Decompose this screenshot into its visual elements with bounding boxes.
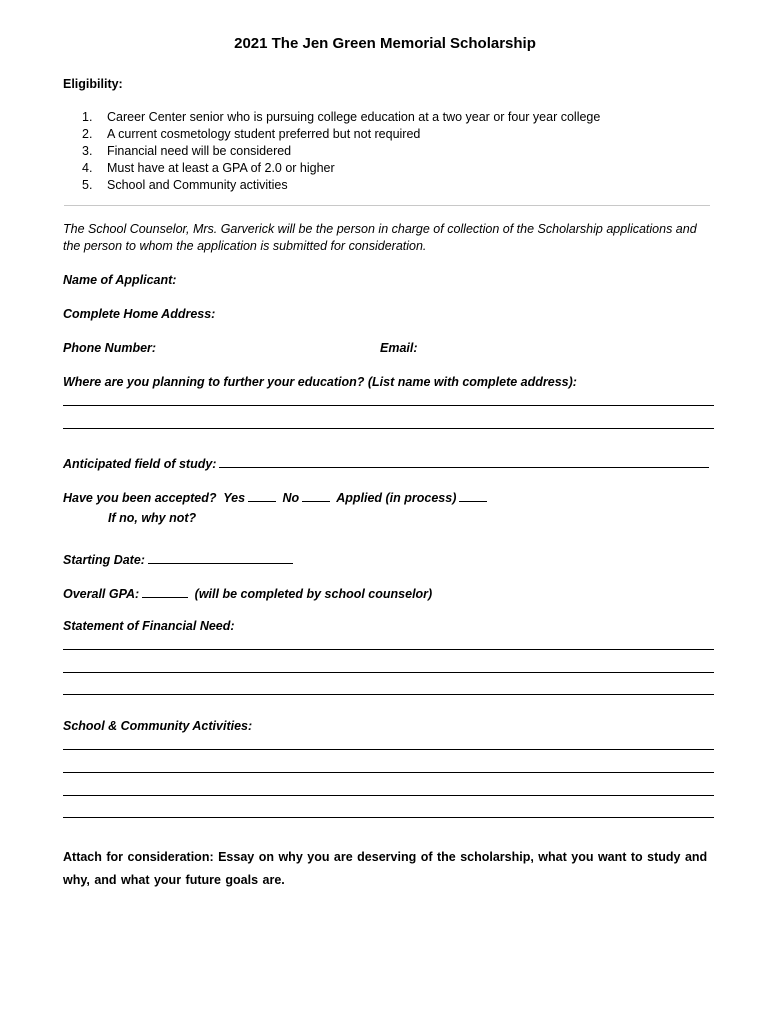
phone-number-label: Phone Number: bbox=[63, 341, 157, 355]
page-title: 2021 The Jen Green Memorial Scholarship bbox=[234, 35, 536, 52]
gpa-note: (will be completed by school counselor) bbox=[194, 587, 433, 601]
home-address-label: Complete Home Address: bbox=[63, 307, 216, 321]
counselor-note-line2: the person to whom the application is submitted for consideration. bbox=[63, 239, 427, 253]
gpa-label: Overall GPA: bbox=[63, 587, 140, 601]
applied-blank[interactable] bbox=[459, 489, 487, 502]
list-item bbox=[82, 143, 600, 160]
list-text: Career Center senior who is pursuing college education at a two year or four year college bbox=[107, 110, 601, 124]
accepted-row bbox=[63, 489, 490, 505]
list-text: School and Community activities bbox=[107, 178, 288, 192]
list-item bbox=[82, 177, 600, 194]
activities-line-3[interactable] bbox=[63, 795, 714, 796]
list-number: 1. bbox=[82, 110, 93, 124]
list-number: 5. bbox=[82, 178, 93, 192]
financial-need-label: Statement of Financial Need: bbox=[63, 619, 235, 633]
list-text: A current cosmetology student preferred but not required bbox=[107, 127, 421, 141]
activities-label: School & Community Activities: bbox=[63, 719, 253, 733]
if-no-label: If no, why not? bbox=[108, 511, 197, 525]
gpa-blank[interactable] bbox=[142, 585, 188, 598]
eligibility-list bbox=[82, 109, 600, 194]
field-of-study-label: Anticipated field of study: bbox=[63, 457, 217, 471]
counselor-note-line1: The School Counselor, Mrs. Garverick will be the person in charge of collection of the Scholarship applications and bbox=[63, 222, 697, 236]
list-number: 3. bbox=[82, 144, 93, 158]
yes-blank[interactable] bbox=[248, 489, 276, 502]
no-blank[interactable] bbox=[302, 489, 330, 502]
applicant-name-label: Name of Applicant: bbox=[63, 273, 177, 287]
eligibility-heading: Eligibility: bbox=[63, 77, 123, 91]
education-line-2[interactable] bbox=[63, 428, 714, 429]
applied-label: Applied (in process) bbox=[336, 491, 457, 505]
yes-label: Yes bbox=[223, 491, 246, 505]
list-item bbox=[82, 109, 600, 126]
activities-line-2[interactable] bbox=[63, 772, 714, 773]
gpa-row bbox=[63, 585, 432, 601]
no-label: No bbox=[282, 491, 300, 505]
education-line-1[interactable] bbox=[63, 405, 714, 406]
list-number: 4. bbox=[82, 161, 93, 175]
starting-date-label: Starting Date: bbox=[63, 553, 145, 567]
list-text: Financial need will be considered bbox=[107, 144, 292, 158]
field-of-study-blank[interactable] bbox=[219, 455, 709, 468]
starting-date-blank[interactable] bbox=[148, 551, 293, 564]
email-label: Email: bbox=[380, 341, 418, 355]
list-number: 2. bbox=[82, 127, 93, 141]
financial-need-line-2[interactable] bbox=[63, 672, 714, 673]
list-item bbox=[82, 126, 600, 143]
activities-line-4[interactable] bbox=[63, 817, 714, 818]
financial-need-line-3[interactable] bbox=[63, 694, 714, 695]
activities-line-1[interactable] bbox=[63, 749, 714, 750]
list-item bbox=[82, 160, 600, 177]
accepted-label: Have you been accepted? bbox=[63, 491, 217, 505]
starting-date-row bbox=[63, 551, 296, 567]
field-of-study-row bbox=[63, 455, 712, 471]
section-divider bbox=[64, 205, 710, 206]
attach-note: Attach for consideration: Essay on why you are deserving of the scholarship, what you want to study and why, and what your future goals are. bbox=[63, 850, 708, 887]
list-text: Must have at least a GPA of 2.0 or higher bbox=[107, 161, 335, 175]
financial-need-line-1[interactable] bbox=[63, 649, 714, 650]
education-label: Where are you planning to further your education? (List name with complete address): bbox=[63, 375, 577, 389]
